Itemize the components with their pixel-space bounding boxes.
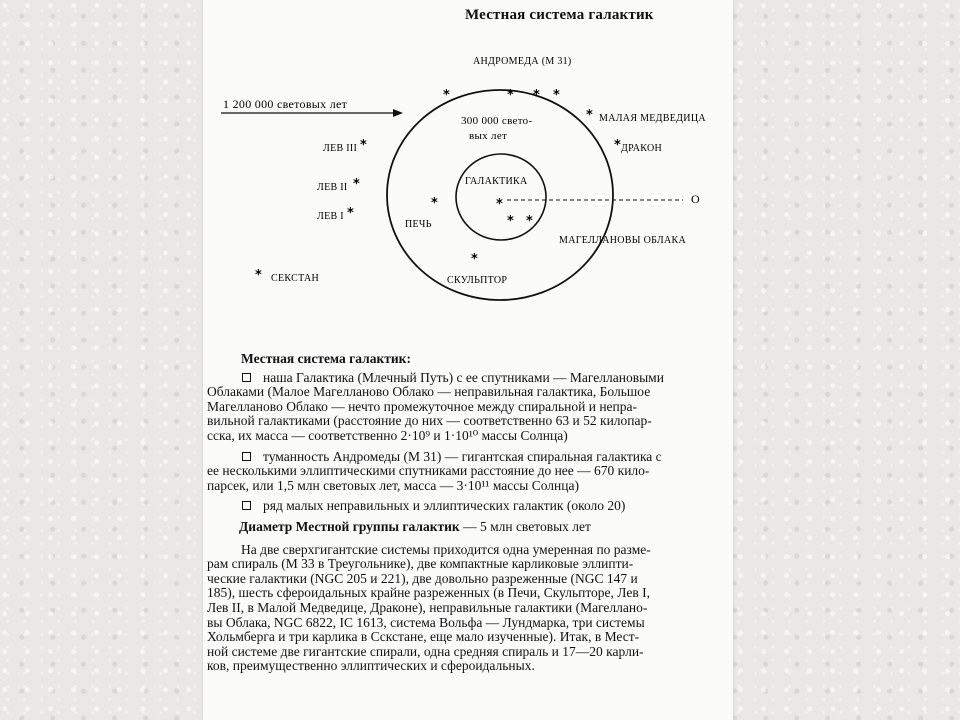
list-item bbox=[207, 499, 733, 514]
paragraph bbox=[207, 543, 733, 674]
andromeda-label: АНДРОМЕДА (М 31) bbox=[473, 56, 572, 67]
radius-label-2: вых лет bbox=[469, 130, 508, 142]
star-icon: * bbox=[507, 214, 514, 229]
item-line: туманность Андромеды (М 31) — гигантская спиральная галактика с bbox=[263, 448, 662, 464]
observer-label: О bbox=[691, 192, 700, 206]
item-line: ее несколькими эллиптическими спутниками расстояние до нее — 670 кило- bbox=[207, 463, 650, 479]
draco-label: ДРАКОН bbox=[621, 143, 662, 154]
leo-2-label: ЛЕВ II bbox=[317, 182, 348, 193]
distance-arrow-icon bbox=[393, 109, 403, 117]
item-line: сска, их масса — соответственно 2·10⁹ и 1·10¹⁰ массы Солнца) bbox=[207, 427, 568, 443]
leo-3-label: ЛЕВ III bbox=[323, 143, 358, 154]
magellanic-label: МАГЕЛЛАНОВЫ ОБЛАКА bbox=[559, 235, 687, 246]
list-item bbox=[207, 371, 733, 444]
fornax-label: ПЕЧЬ bbox=[405, 219, 432, 230]
star-icon: * bbox=[443, 88, 450, 103]
star-icon: * bbox=[526, 214, 533, 229]
star-icon: * bbox=[586, 108, 593, 123]
body-text bbox=[207, 352, 733, 674]
diameter-value: — 5 млн световых лет bbox=[463, 518, 591, 534]
page-title: Местная система галактик bbox=[465, 7, 654, 23]
star-icon: * bbox=[347, 206, 354, 221]
distance-label: 1 200 000 световых лет bbox=[223, 97, 348, 111]
paragraph-line: ной системе две гигантские спирали, одна средняя спираль и 17—20 карли- bbox=[207, 643, 644, 659]
star-icon: * bbox=[533, 88, 540, 103]
diameter-line bbox=[239, 520, 733, 535]
paragraph-line: ческие галактики (NGC 205 и 221), две довольно разреженные (NGC 147 и bbox=[207, 570, 638, 586]
star-icon: * bbox=[360, 138, 367, 153]
checkbox-bullet-icon bbox=[242, 452, 251, 461]
paragraph-line: Лев II, в Малой Медведице, Драконе), неправильные галактики (Магеллано- bbox=[207, 599, 648, 615]
galaxy-label: ГАЛАКТИКА bbox=[465, 176, 528, 187]
radius-label-1: 300 000 свето- bbox=[461, 115, 533, 127]
document-page bbox=[203, 0, 733, 720]
paragraph-line: Хольмберга и три карлика в Сскстане, еще мало изученные). Итак, в Мест- bbox=[207, 629, 640, 645]
leo-1-label: ЛЕВ I bbox=[317, 211, 344, 222]
star-icon: * bbox=[553, 88, 560, 103]
item-line: парсек, или 1,5 млн световых лет, масса — 3·10¹¹ массы Солнца) bbox=[207, 477, 579, 493]
item-line: Облаками (Малое Магелланово Облако — неправильная галактика, Большое bbox=[207, 384, 651, 400]
star-icon: * bbox=[255, 268, 262, 283]
list-item bbox=[207, 450, 733, 494]
item-line: наша Галактика (Млечный Путь) с ее спутниками — Магеллановыми bbox=[263, 369, 664, 385]
paragraph-line: 185), шесть сфероидальных крайне разреженных (в Печи, Скульпторе, Лев I, bbox=[207, 585, 650, 601]
sextans-label: СЕКСТАН bbox=[271, 273, 320, 284]
star-icon: * bbox=[496, 197, 503, 212]
section-heading: Местная система галактик: bbox=[241, 351, 411, 366]
local-group-diagram bbox=[203, 0, 733, 340]
ursa-minor-label: МАЛАЯ МЕДВЕДИЦА bbox=[599, 113, 706, 124]
paragraph-line: На две сверхгигантские системы приходится одна умеренная по разме- bbox=[241, 541, 651, 557]
star-icon: * bbox=[614, 138, 621, 153]
item-line: Магелланово Облако — нечто промежуточное между спиральной и непра- bbox=[207, 398, 637, 414]
checkbox-bullet-icon bbox=[242, 373, 251, 382]
paragraph-line: рам спираль (М 33 в Треугольнике), две компактные карликовые эллипти- bbox=[207, 556, 634, 572]
star-icon: * bbox=[471, 252, 478, 267]
star-icon: * bbox=[353, 177, 360, 192]
star-icon: * bbox=[431, 196, 438, 211]
sculptor-label: СКУЛЬПТОР bbox=[447, 275, 508, 286]
item-line: вильной галактиками (расстояние до них — соответственно 63 и 52 килопар- bbox=[207, 413, 652, 429]
item-line: ряд малых неправильных и эллиптических галактик (около 20) bbox=[263, 498, 626, 514]
star-icon: * bbox=[507, 88, 514, 103]
checkbox-bullet-icon bbox=[242, 501, 251, 510]
diameter-label: Диаметр Местной группы галактик bbox=[239, 518, 460, 534]
paragraph-line: вы Облака, NGC 6822, IC 1613, система Вольфа — Лундмарка, три системы bbox=[207, 614, 645, 630]
paragraph-line: ков, преимущественно эллиптических и сфероидальных. bbox=[207, 658, 535, 674]
